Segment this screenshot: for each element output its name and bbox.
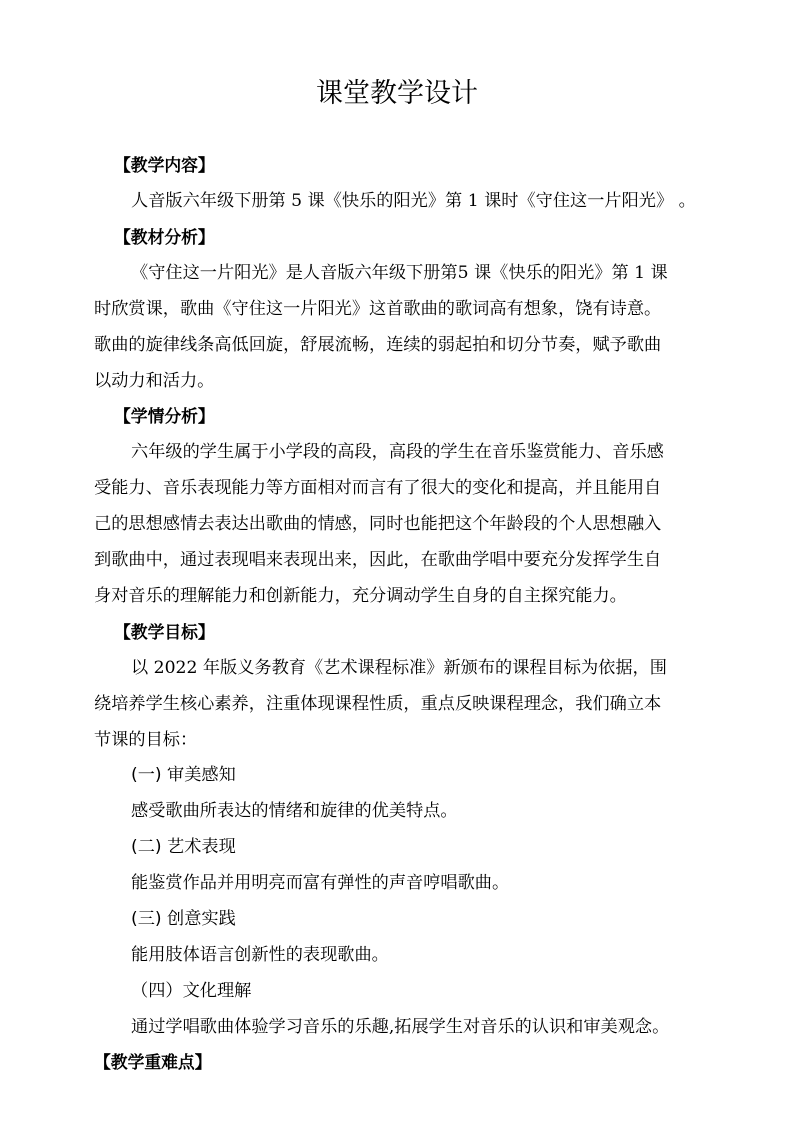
section-heading-goals: 【教学目标】 <box>114 622 215 642</box>
goal-item-label: (一) 审美感知 <box>131 765 236 785</box>
goals-line: 以 2022 年版义务教育《艺术课程标准》新颁布的课程目标为依据，围 <box>131 658 667 678</box>
students-line: 受能力、音乐表现能力等方面相对而言有了很大的变化和提高，并且能用自 <box>94 478 662 498</box>
goals-line: 节课的目标： <box>94 730 198 750</box>
goal-item-text: 通过学唱歌曲体验学习音乐的乐趣,拓展学生对音乐的认识和审美观念。 <box>131 1017 670 1037</box>
material-line: 《守住这一片阳光》是人音版六年级下册第5 课《快乐的阳光》第 1 课 <box>131 263 668 283</box>
students-line: 身对音乐的理解能力和创新能力，充分调动学生自身的自主探究能力。 <box>94 586 627 606</box>
document-title: 课堂教学设计 <box>316 78 478 109</box>
goal-item-text: 能用肢体语言创新性的表现歌曲。 <box>131 945 389 965</box>
material-line: 歌曲的旋律线条高低回旋，舒展流畅，连续的弱起拍和切分节奏，赋予歌曲 <box>94 335 662 355</box>
goal-item-label: (二) 艺术表现 <box>131 837 236 857</box>
goal-item-label: (三) 创意实践 <box>131 909 236 929</box>
goal-item-text: 感受歌曲所表达的情绪和旋律的优美特点。 <box>131 801 458 821</box>
material-line: 以动力和活力。 <box>94 371 215 391</box>
goal-item-text: 能鉴赏作品并用明亮而富有弹性的声音哼唱歌曲。 <box>131 873 510 893</box>
students-line: 六年级的学生属于小学段的高段，高段的学生在音乐鉴赏能力、音乐感 <box>131 442 664 462</box>
content-line: 人音版六年级下册第 5 课《快乐的阳光》第 1 课时《守住这一片阳光》 。 <box>131 191 696 211</box>
section-heading-students: 【学情分析】 <box>114 406 215 426</box>
students-line: 到歌曲中，通过表现唱来表现出来，因此，在歌曲学唱中要充分发挥学生自 <box>94 550 662 570</box>
material-line: 时欣赏课，歌曲《守住这一片阳光》这首歌曲的歌词高有想象，饶有诗意。 <box>94 299 662 319</box>
goal-item-label: （四）文化理解 <box>131 981 252 1001</box>
goals-line: 绕培养学生核心素养，注重体现课程性质，重点反映课程理念，我们确立本 <box>94 694 662 714</box>
section-heading-content: 【教学内容】 <box>114 155 215 175</box>
section-heading-key-points: 【教学重难点】 <box>94 1052 212 1072</box>
students-line: 己的思想感情去表达出歌曲的情感，同时也能把这个年龄段的个人思想融入 <box>94 514 662 534</box>
section-heading-material: 【教材分析】 <box>114 227 215 247</box>
